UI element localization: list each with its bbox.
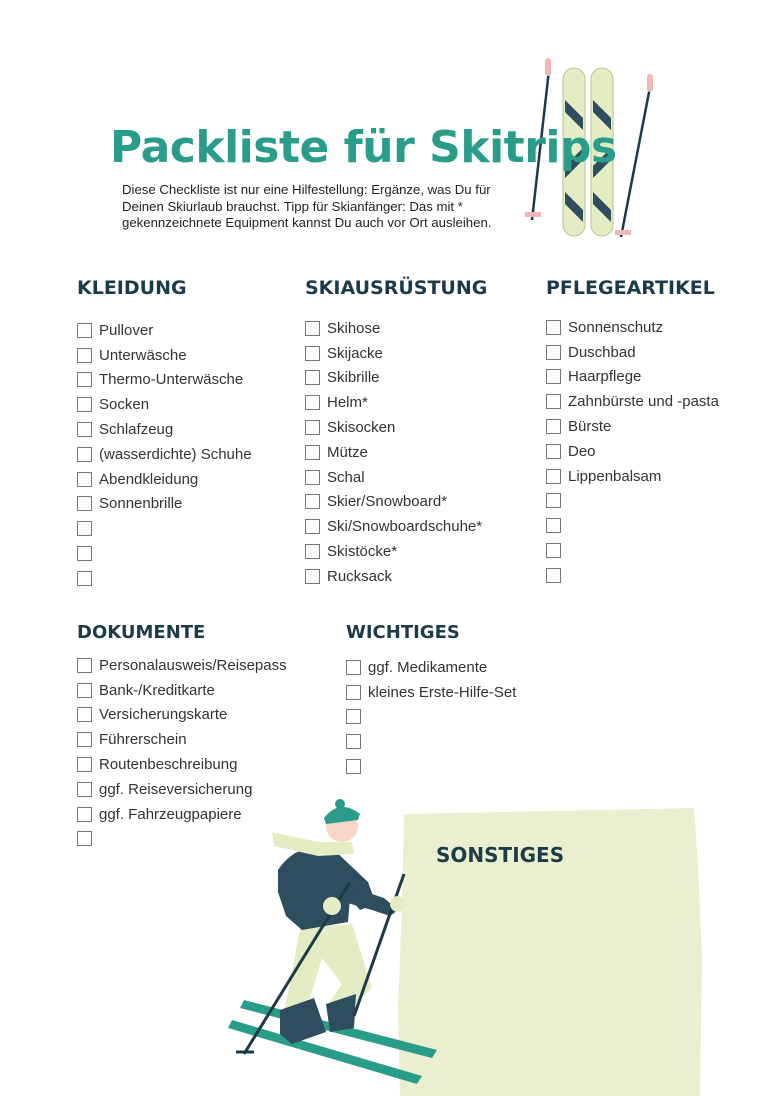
checklist-item[interactable]: Bürste xyxy=(546,414,719,439)
checkbox[interactable] xyxy=(346,709,361,724)
checklist-item[interactable]: (wasserdichte) Schuhe xyxy=(77,442,252,467)
list-wichtiges xyxy=(346,655,516,779)
checklist-item[interactable] xyxy=(546,489,719,514)
checklist-item[interactable]: kleines Erste-Hilfe-Set xyxy=(346,680,516,705)
list-kleidung xyxy=(77,318,252,591)
checklist-item[interactable]: Haarpflege xyxy=(546,365,719,390)
checklist-item[interactable]: Ski/Snowboardschuhe* xyxy=(305,514,482,539)
checkbox[interactable] xyxy=(305,470,320,485)
checkbox[interactable] xyxy=(77,757,92,772)
checkbox[interactable] xyxy=(77,372,92,387)
checkbox[interactable] xyxy=(77,422,92,437)
intro-text: Diese Checkliste ist nur eine Hilfestellung: Ergänze, was Du für Deinen Skiurlaub brauchst. Tipp für Skianfänger: Das mit * gekennzeichnete Equipment kannst Du auch vor Ort ausleihen. xyxy=(122,182,492,230)
checklist-item[interactable]: Lippenbalsam xyxy=(546,464,719,489)
checkbox[interactable] xyxy=(546,394,561,409)
checkbox[interactable] xyxy=(546,493,561,508)
checkbox[interactable] xyxy=(77,707,92,722)
checkbox[interactable] xyxy=(305,445,320,460)
checklist-item[interactable]: Rucksack xyxy=(305,564,482,589)
checklist-item[interactable]: ggf. Reiseversicherung xyxy=(77,777,287,802)
checklist-item[interactable]: Socken xyxy=(77,392,252,417)
list-pflegeartikel xyxy=(546,315,719,588)
checkbox[interactable] xyxy=(346,685,361,700)
heading-dokumente: DOKUMENTE xyxy=(77,622,206,643)
checklist-item[interactable]: Routenbeschreibung xyxy=(77,752,287,777)
checklist-item[interactable]: Schal xyxy=(305,465,482,490)
checkbox[interactable] xyxy=(77,831,92,846)
checklist-item[interactable]: Mütze xyxy=(305,440,482,465)
checkbox[interactable] xyxy=(305,321,320,336)
checklist-item[interactable]: Skijacke xyxy=(305,341,482,366)
checkbox[interactable] xyxy=(546,419,561,434)
checkbox[interactable] xyxy=(305,544,320,559)
checkbox[interactable] xyxy=(546,543,561,558)
checkbox[interactable] xyxy=(77,521,92,536)
checklist-item[interactable] xyxy=(346,729,516,754)
checklist-item[interactable]: Skibrille xyxy=(305,366,482,391)
checkbox[interactable] xyxy=(77,496,92,511)
checklist-item[interactable] xyxy=(346,754,516,779)
checklist-item[interactable] xyxy=(77,566,252,591)
checklist-item[interactable]: Helm* xyxy=(305,390,482,415)
checkbox[interactable] xyxy=(305,519,320,534)
checkbox[interactable] xyxy=(546,469,561,484)
checklist-item[interactable]: Skier/Snowboard* xyxy=(305,490,482,515)
checkbox[interactable] xyxy=(546,568,561,583)
checkbox[interactable] xyxy=(77,683,92,698)
checkbox[interactable] xyxy=(305,346,320,361)
checklist-item[interactable]: ggf. Fahrzeugpapiere xyxy=(77,802,287,827)
checklist-item[interactable]: Skistöcke* xyxy=(305,539,482,564)
checklist-item[interactable]: Personalausweis/Reisepass xyxy=(77,653,287,678)
heading-wichtiges: WICHTIGES xyxy=(346,622,460,643)
checklist-item[interactable]: Pullover xyxy=(77,318,252,343)
checkbox[interactable] xyxy=(77,546,92,561)
checkbox[interactable] xyxy=(77,782,92,797)
checkbox[interactable] xyxy=(77,732,92,747)
checklist-item[interactable]: Thermo-Unterwäsche xyxy=(77,368,252,393)
checkbox[interactable] xyxy=(346,759,361,774)
checkbox[interactable] xyxy=(346,734,361,749)
checkbox[interactable] xyxy=(546,369,561,384)
checkbox[interactable] xyxy=(546,444,561,459)
checklist-item[interactable] xyxy=(77,541,252,566)
checkbox[interactable] xyxy=(305,494,320,509)
checklist-item[interactable] xyxy=(546,513,719,538)
checklist-item[interactable]: Zahnbürste und -pasta xyxy=(546,389,719,414)
checklist-item[interactable]: Sonnenschutz xyxy=(546,315,719,340)
checkbox[interactable] xyxy=(305,370,320,385)
checklist-item[interactable]: ggf. Medikamente xyxy=(346,655,516,680)
checkbox[interactable] xyxy=(346,660,361,675)
checklist-item[interactable] xyxy=(346,705,516,730)
heading-kleidung: KLEIDUNG xyxy=(77,277,187,299)
checkbox[interactable] xyxy=(77,447,92,462)
checklist-item[interactable] xyxy=(546,538,719,563)
checkbox[interactable] xyxy=(546,320,561,335)
skier-illustration xyxy=(222,798,452,1084)
checkbox[interactable] xyxy=(77,472,92,487)
checkbox[interactable] xyxy=(77,571,92,586)
checklist-item[interactable]: Führerschein xyxy=(77,727,287,752)
checkbox[interactable] xyxy=(77,658,92,673)
checklist-item[interactable]: Schlafzeug xyxy=(77,417,252,442)
list-skiausruestung xyxy=(305,316,482,589)
checklist-item[interactable]: Deo xyxy=(546,439,719,464)
checklist-item[interactable]: Duschbad xyxy=(546,340,719,365)
checklist-item[interactable]: Versicherungskarte xyxy=(77,703,287,728)
checkbox[interactable] xyxy=(305,395,320,410)
checklist-item[interactable]: Skihose xyxy=(305,316,482,341)
checkbox[interactable] xyxy=(77,807,92,822)
checkbox[interactable] xyxy=(77,348,92,363)
checklist-item[interactable]: Bank-/Kreditkarte xyxy=(77,678,287,703)
page-title: Packliste für Skitrips xyxy=(110,122,617,173)
checklist-item[interactable]: Abendkleidung xyxy=(77,467,252,492)
checklist-item[interactable]: Sonnenbrille xyxy=(77,492,252,517)
checkbox[interactable] xyxy=(77,323,92,338)
heading-pflegeartikel: PFLEGEARTIKEL xyxy=(546,277,715,299)
checkbox[interactable] xyxy=(305,569,320,584)
heading-skiausruestung: SKIAUSRÜSTUNG xyxy=(305,277,488,299)
heading-sonstiges: SONSTIGES xyxy=(436,843,565,867)
checklist-item[interactable]: Skisocken xyxy=(305,415,482,440)
checklist-item[interactable]: Unterwäsche xyxy=(77,343,252,368)
checkbox[interactable] xyxy=(546,345,561,360)
checkbox[interactable] xyxy=(305,420,320,435)
checklist-item[interactable] xyxy=(546,563,719,588)
checklist-item[interactable] xyxy=(77,516,252,541)
checkbox[interactable] xyxy=(546,518,561,533)
checkbox[interactable] xyxy=(77,397,92,412)
